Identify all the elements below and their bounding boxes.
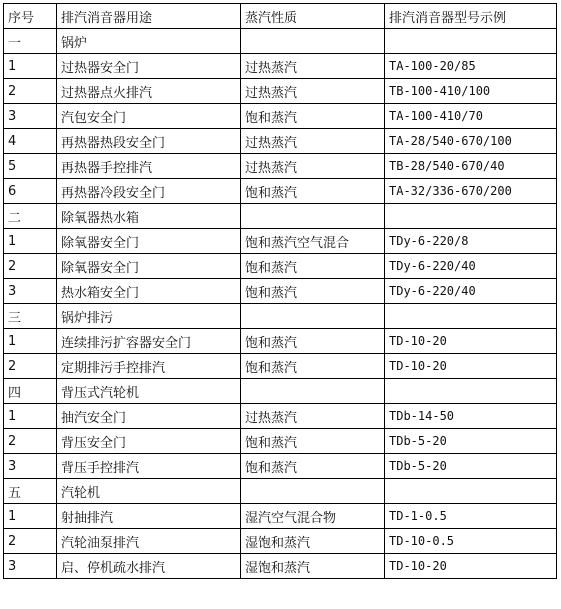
steam-type-cell: 饱和蒸汽 [241, 104, 385, 129]
table-row [4, 354, 557, 379]
table-row [4, 54, 557, 79]
usage-cell: 背压安全门 [57, 429, 241, 454]
steam-type-cell: 饱和蒸汽 [241, 254, 385, 279]
model-cell [385, 29, 557, 54]
steam-type-cell: 过热蒸汽 [241, 54, 385, 79]
model-cell: TD-10-20 [385, 329, 557, 354]
section-row [4, 379, 557, 404]
table-row [4, 504, 557, 529]
steam-type-cell [241, 204, 385, 229]
steam-type-cell: 湿饱和蒸汽 [241, 554, 385, 579]
model-cell [385, 379, 557, 404]
usage-cell: 锅炉排污 [57, 304, 241, 329]
usage-cell: 再热器手控排汽 [57, 154, 241, 179]
row-index-cell: 2 [4, 79, 57, 104]
usage-cell: 除氧器热水箱 [57, 204, 241, 229]
steam-type-cell: 湿饱和蒸汽 [241, 529, 385, 554]
table-row [4, 229, 557, 254]
model-cell: TB-28/540-670/40 [385, 154, 557, 179]
header-row [4, 4, 557, 29]
row-index-cell: 一 [4, 29, 57, 54]
steam-type-cell: 饱和蒸汽空气混合 [241, 229, 385, 254]
model-cell: TDb-5-20 [385, 429, 557, 454]
table-row [4, 254, 557, 279]
row-index-cell: 1 [4, 54, 57, 79]
header-cell-index: 序号 [4, 4, 57, 29]
row-index-cell: 1 [4, 229, 57, 254]
model-cell [385, 204, 557, 229]
table-row [4, 279, 557, 304]
usage-cell: 过热器点火排汽 [57, 79, 241, 104]
section-row [4, 204, 557, 229]
usage-cell: 汽轮油泵排汽 [57, 529, 241, 554]
row-index-cell: 2 [4, 354, 57, 379]
usage-cell: 连续排污扩容器安全门 [57, 329, 241, 354]
model-cell: TD-1-0.5 [385, 504, 557, 529]
table-row [4, 429, 557, 454]
header-cell-usage: 排汽消音器用途 [57, 4, 241, 29]
row-index-cell: 5 [4, 154, 57, 179]
model-cell: TDy-6-220/8 [385, 229, 557, 254]
table-row [4, 154, 557, 179]
steam-type-cell: 饱和蒸汽 [241, 454, 385, 479]
header-cell-model-example: 排汽消音器型号示例 [385, 4, 557, 29]
row-index-cell: 3 [4, 279, 57, 304]
steam-type-cell [241, 379, 385, 404]
model-cell: TDy-6-220/40 [385, 254, 557, 279]
model-cell: TD-10-0.5 [385, 529, 557, 554]
table-body [4, 4, 557, 579]
row-index-cell: 3 [4, 554, 57, 579]
usage-cell: 抽汽安全门 [57, 404, 241, 429]
model-cell [385, 479, 557, 504]
steam-type-cell: 过热蒸汽 [241, 404, 385, 429]
usage-cell: 再热器冷段安全门 [57, 179, 241, 204]
steam-type-cell: 过热蒸汽 [241, 79, 385, 104]
table-row [4, 79, 557, 104]
table-row [4, 454, 557, 479]
model-cell: TD-10-20 [385, 554, 557, 579]
steam-type-cell: 过热蒸汽 [241, 154, 385, 179]
steam-type-cell [241, 479, 385, 504]
model-cell [385, 304, 557, 329]
usage-cell: 汽包安全门 [57, 104, 241, 129]
steam-type-cell: 饱和蒸汽 [241, 279, 385, 304]
header-cell-steam-type: 蒸汽性质 [241, 4, 385, 29]
row-index-cell: 1 [4, 329, 57, 354]
row-index-cell: 1 [4, 404, 57, 429]
section-row [4, 29, 557, 54]
usage-cell: 背压式汽轮机 [57, 379, 241, 404]
steam-type-cell: 饱和蒸汽 [241, 329, 385, 354]
model-cell: TDy-6-220/40 [385, 279, 557, 304]
table-row [4, 329, 557, 354]
usage-cell: 射抽排汽 [57, 504, 241, 529]
usage-cell: 除氧器安全门 [57, 229, 241, 254]
model-cell: TA-28/540-670/100 [385, 129, 557, 154]
usage-cell: 背压手控排汽 [57, 454, 241, 479]
steam-type-cell: 饱和蒸汽 [241, 179, 385, 204]
steam-type-cell: 湿汽空气混合物 [241, 504, 385, 529]
table-row [4, 529, 557, 554]
table-row [4, 129, 557, 154]
row-index-cell: 2 [4, 254, 57, 279]
row-index-cell: 4 [4, 129, 57, 154]
section-row [4, 304, 557, 329]
section-row [4, 479, 557, 504]
model-cell: TB-100-410/100 [385, 79, 557, 104]
usage-cell: 热水箱安全门 [57, 279, 241, 304]
row-index-cell: 二 [4, 204, 57, 229]
table-row [4, 104, 557, 129]
usage-cell: 过热器安全门 [57, 54, 241, 79]
steam-type-cell [241, 29, 385, 54]
table-row [4, 404, 557, 429]
model-cell: TA-32/336-670/200 [385, 179, 557, 204]
table-row [4, 554, 557, 579]
row-index-cell: 1 [4, 504, 57, 529]
model-cell: TDb-5-20 [385, 454, 557, 479]
row-index-cell: 五 [4, 479, 57, 504]
row-index-cell: 2 [4, 529, 57, 554]
row-index-cell: 四 [4, 379, 57, 404]
muffler-spec-table [3, 3, 557, 579]
row-index-cell: 2 [4, 429, 57, 454]
model-cell: TD-10-20 [385, 354, 557, 379]
model-cell: TA-100-20/85 [385, 54, 557, 79]
usage-cell: 除氧器安全门 [57, 254, 241, 279]
usage-cell: 汽轮机 [57, 479, 241, 504]
usage-cell: 再热器热段安全门 [57, 129, 241, 154]
steam-type-cell: 饱和蒸汽 [241, 354, 385, 379]
row-index-cell: 3 [4, 454, 57, 479]
steam-type-cell: 饱和蒸汽 [241, 429, 385, 454]
usage-cell: 定期排污手控排汽 [57, 354, 241, 379]
steam-type-cell: 过热蒸汽 [241, 129, 385, 154]
usage-cell: 启、停机疏水排汽 [57, 554, 241, 579]
row-index-cell: 6 [4, 179, 57, 204]
usage-cell: 锅炉 [57, 29, 241, 54]
table-row [4, 179, 557, 204]
model-cell: TDb-14-50 [385, 404, 557, 429]
row-index-cell: 3 [4, 104, 57, 129]
steam-type-cell [241, 304, 385, 329]
row-index-cell: 三 [4, 304, 57, 329]
model-cell: TA-100-410/70 [385, 104, 557, 129]
